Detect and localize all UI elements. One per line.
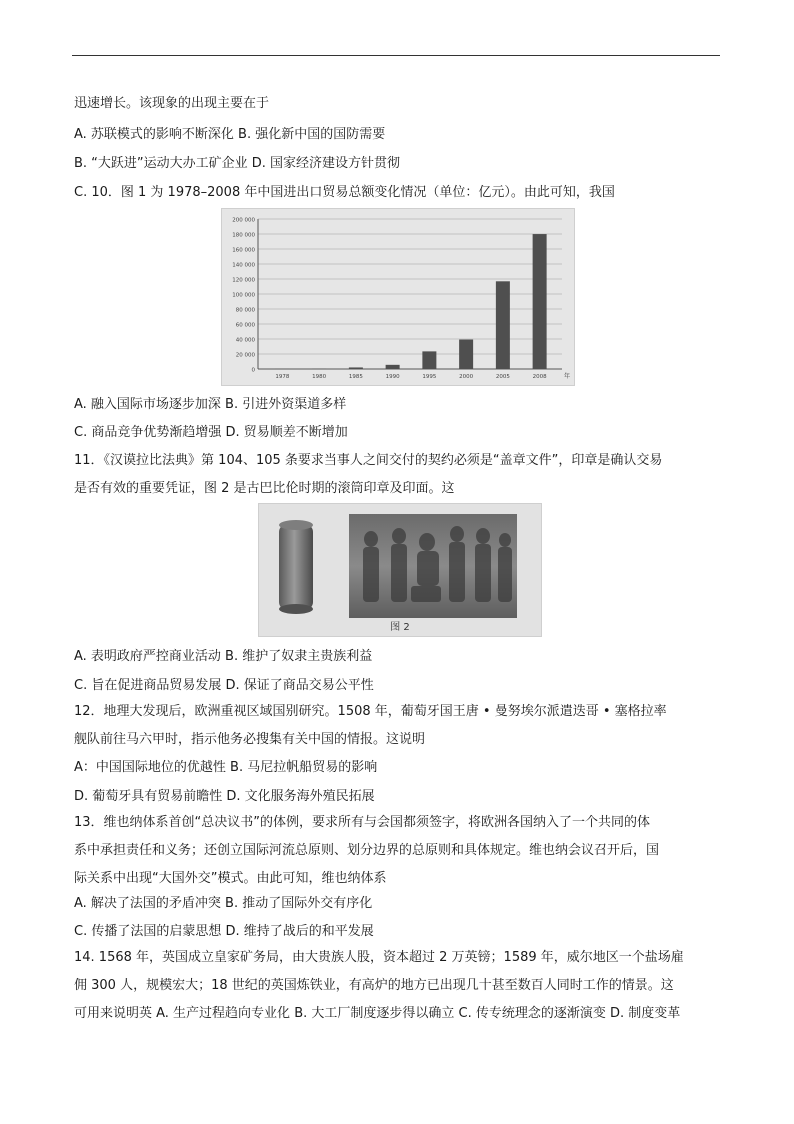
- x-axis-label: 年: [563, 373, 571, 380]
- question-13-stem: 13．维也纳体系首创“总决议书”的体例，要求所有与会国都须签字，将欧洲各国纳入了一个共同的体: [74, 815, 651, 830]
- y-tick-label: 40 000: [235, 337, 255, 344]
- x-tick-label: 1980: [312, 374, 327, 380]
- x-tick-label: 1985: [348, 374, 363, 380]
- question-12-stem: 舰队前往马六甲时，指示他务必搜集有关中国的情报。这说明: [74, 732, 426, 747]
- question-13-stem: 际关系中出现“大国外交”模式。由此可知，维也纳体系: [74, 871, 387, 886]
- figure-2-cylinder-seal: [258, 503, 542, 637]
- option-line: A. 苏联模式的影响不断深化 B. 强化新中国的国防需要: [74, 127, 386, 142]
- bar-2000: [459, 340, 473, 369]
- x-tick-label: 2000: [459, 374, 474, 380]
- x-tick-label: 1995: [422, 374, 437, 380]
- option-line: A. 解决了法国的矛盾冲突 B. 推动了国际外交有序化: [74, 896, 373, 911]
- figure-2-caption: 图 2: [390, 622, 410, 633]
- bar-2005: [496, 281, 510, 369]
- question-14-stem: 佣 300 人，规模宏大；18 世纪的英国炼铁业，有高炉的地方已出现几十甚至数百人同时工作的情景。这: [74, 978, 674, 993]
- x-tick-label: 2008: [532, 374, 547, 380]
- y-tick-label: 140 000: [232, 262, 255, 269]
- header-rule: [72, 55, 720, 56]
- question-13-stem: 系中承担责任和义务；还创立国际河流总原则、划分边界的总原则和具体规定。维也纳会议召开后，国: [74, 843, 660, 858]
- x-tick-label: 2005: [495, 374, 510, 380]
- text-line: 迅速增长。该现象的出现主要在于: [74, 96, 270, 111]
- bar-1985: [349, 367, 363, 369]
- y-tick-label: 120 000: [232, 277, 255, 284]
- bar-chart: [222, 209, 574, 385]
- option-line: C. 旨在促进商品贸易发展 D. 保证了商品交易公平性: [74, 678, 374, 693]
- bar-1995: [422, 351, 436, 369]
- option-line: C. 商品竞争优势渐趋增强 D. 贸易顺差不断增加: [74, 425, 348, 440]
- y-tick-label: 20 000: [235, 352, 255, 359]
- y-tick-label: 200 000: [232, 217, 255, 224]
- x-tick-label: 1978: [275, 374, 290, 380]
- question-12-stem: 12．地理大发现后，欧洲重视区域国别研究。1508 年，葡萄牙国王唐 • 曼努埃尔派遣迭哥 • 塞格拉率: [74, 704, 667, 719]
- x-tick-label: 1990: [385, 374, 400, 380]
- option-line: B. “大跃进”运动大办工矿企业 D. 国家经济建设方针贯彻: [74, 156, 401, 171]
- option-line: A. 融入国际市场逐步加深 B. 引进外资渠道多样: [74, 397, 347, 412]
- y-tick-label: 100 000: [232, 292, 255, 299]
- y-tick-label: 80 000: [235, 307, 255, 314]
- question-14-stem: 可用来说明英 A. 生产过程趋向专业化 B. 大工厂制度逐步得以确立 C. 传专统理念的逐渐演变 D. 制度变革: [74, 1006, 681, 1021]
- seal-photo: [259, 504, 541, 636]
- y-tick-label: 180 000: [232, 232, 255, 239]
- option-line: A：中国国际地位的优越性 B. 马尼拉帆船贸易的影响: [74, 760, 378, 775]
- question-11-stem: 11．《汉谟拉比法典》第 104、105 条要求当事人之间交付的契约必须是“盖章文件”，印章是确认交易: [74, 453, 663, 468]
- bar-1990: [386, 365, 400, 369]
- bar-2008: [533, 234, 547, 369]
- y-tick-label: 0: [251, 367, 255, 374]
- question-11-stem: 是否有效的重要凭证，图 2 是古巴比伦时期的滚筒印章及印面。这: [74, 481, 455, 496]
- seal-impression-image: [349, 514, 517, 618]
- figure-1-trade-chart: [221, 208, 575, 386]
- y-tick-label: 60 000: [235, 322, 255, 329]
- y-tick-label: 160 000: [232, 247, 255, 254]
- cylinder-seal-image: [279, 520, 313, 614]
- question-14-stem: 14. 1568 年，英国成立皇家矿务局，由大贵族人股，资本超过 2 万英镑；1589 年，威尔地区一个盐场雇: [74, 950, 684, 965]
- question-10-stem: C. 10．图 1 为 1978–2008 年中国进出口贸易总额变化情况（单位：亿元）。由此可知，我国: [74, 185, 615, 200]
- option-line: C. 传播了法国的启蒙思想 D. 维持了战后的和平发展: [74, 924, 374, 939]
- option-line: D. 葡萄牙具有贸易前瞻性 D. 文化服务海外殖民拓展: [74, 789, 375, 804]
- option-line: A. 表明政府严控商业活动 B. 维护了奴隶主贵族利益: [74, 649, 373, 664]
